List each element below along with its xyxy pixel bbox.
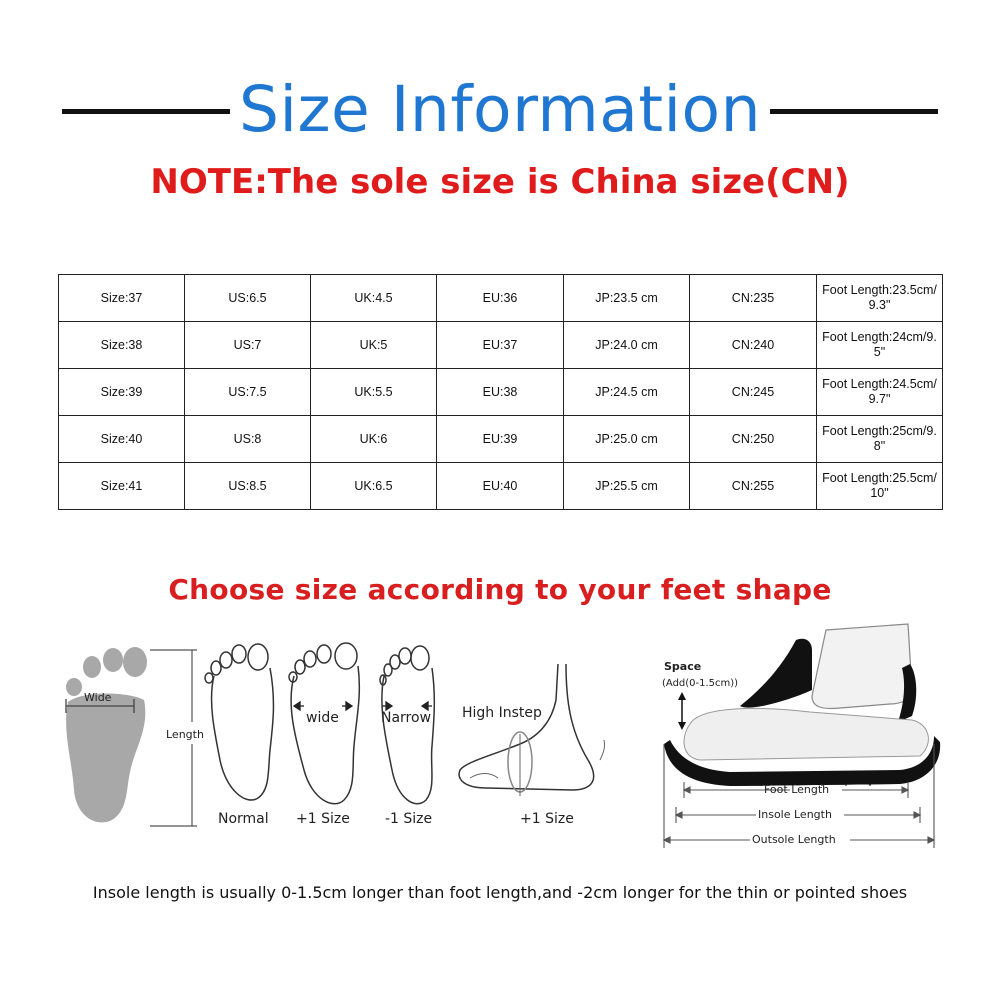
cell-cn: CN:245 (690, 369, 817, 416)
outsole-length-label: Outsole Length (752, 833, 836, 846)
cell-uk: UK:5 (311, 322, 437, 369)
space-value: (Add(0-1.5cm)) (662, 678, 739, 689)
shoe-cross-section-icon (664, 624, 940, 786)
cell-eu: EU:36 (437, 275, 564, 322)
cell-cn: CN:250 (690, 416, 817, 463)
narrow-caption: -1 Size (385, 811, 433, 827)
cell-uk: UK:6 (311, 416, 437, 463)
narrow-shape-label: Narrow (381, 710, 432, 726)
cell-foot-length: Foot Length:24.5cm/9.7" (817, 369, 943, 416)
cell-us: US:7.5 (185, 369, 311, 416)
wide-label: Wide (84, 691, 112, 704)
cell-foot-length: Foot Length:24cm/9.5" (817, 322, 943, 369)
cell-eu: EU:39 (437, 416, 564, 463)
insole-length-label: Insole Length (758, 808, 832, 821)
cell-us: US:8.5 (185, 463, 311, 510)
cell-uk: UK:6.5 (311, 463, 437, 510)
high-instep-foot-icon (459, 664, 604, 796)
normal-caption: Normal (218, 811, 269, 827)
wide-arrows-icon (294, 702, 352, 710)
normal-foot-outline-icon (205, 644, 273, 800)
narrow-arrows-icon (382, 702, 432, 710)
length-label: Length (166, 728, 204, 741)
cell-cn: CN:255 (690, 463, 817, 510)
cell-jp: JP:25.0 cm (564, 416, 690, 463)
cell-foot-length: Foot Length:25.5cm/10" (817, 463, 943, 510)
insole-length-note: Insole length is usually 0-1.5cm longer than foot length,and -2cm longer for the thin or pointed shoes (92, 883, 908, 902)
foot-length-label: Foot Length (764, 783, 830, 796)
cell-size: Size:37 (59, 275, 185, 322)
space-label: Space (664, 660, 702, 673)
feet-shape-heading: Choose size according to your feet shape (168, 573, 832, 606)
cell-foot-length: Foot Length:25cm/9.8" (817, 416, 943, 463)
sole-size-note: NOTE:The sole size is China size(CN) (150, 162, 850, 202)
cell-size: Size:41 (59, 463, 185, 510)
cell-us: US:7 (185, 322, 311, 369)
cell-foot-length: Foot Length:23.5cm/9.3" (817, 275, 943, 322)
cell-jp: JP:25.5 cm (564, 463, 690, 510)
cell-size: Size:39 (59, 369, 185, 416)
cell-eu: EU:37 (437, 322, 564, 369)
cell-jp: JP:24.5 cm (564, 369, 690, 416)
cell-size: Size:38 (59, 322, 185, 369)
cell-uk: UK:5.5 (311, 369, 437, 416)
wide-caption: +1 Size (296, 811, 350, 827)
cell-uk: UK:4.5 (311, 275, 437, 322)
cell-eu: EU:40 (437, 463, 564, 510)
high-instep-caption: +1 Size (520, 811, 574, 827)
wide-shape-label: wide (306, 710, 339, 726)
cell-jp: JP:23.5 cm (564, 275, 690, 322)
cell-us: US:6.5 (185, 275, 311, 322)
cell-us: US:8 (185, 416, 311, 463)
page-title: Size Information (238, 73, 762, 146)
high-instep-title: High Instep (462, 705, 542, 721)
foot-print-icon (66, 647, 147, 822)
cell-cn: CN:240 (690, 322, 817, 369)
cell-eu: EU:38 (437, 369, 564, 416)
cell-jp: JP:24.0 cm (564, 322, 690, 369)
cell-size: Size:40 (59, 416, 185, 463)
cell-cn: CN:235 (690, 275, 817, 322)
